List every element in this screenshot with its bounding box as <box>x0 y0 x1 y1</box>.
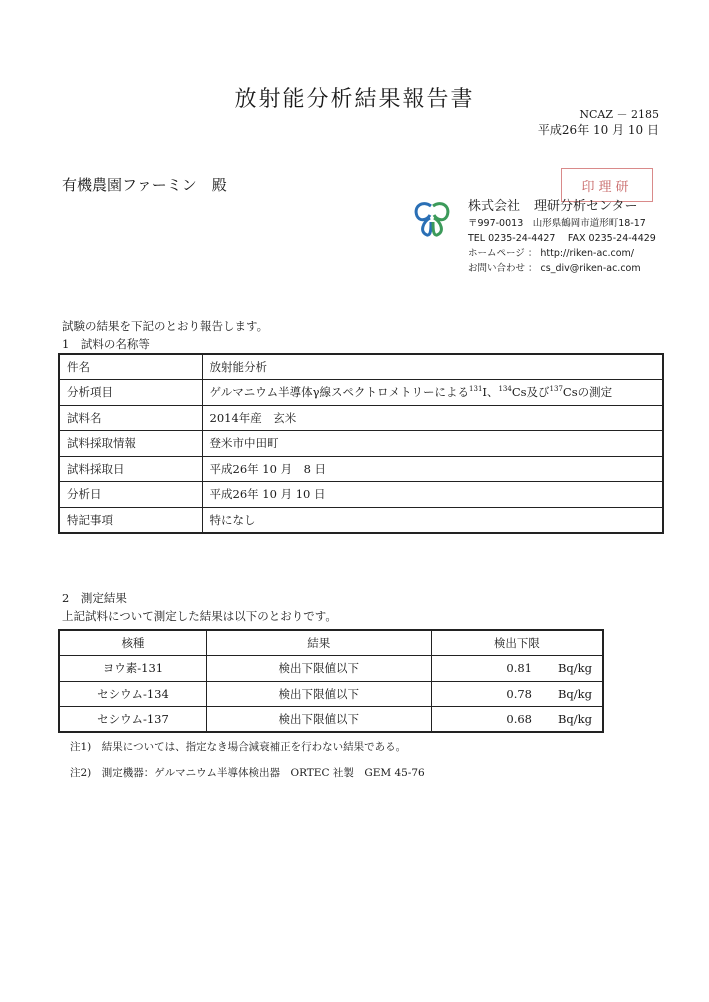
isotope-separator: の測定 <box>577 385 613 400</box>
isotope-mass-number: 137 <box>549 385 563 394</box>
result-cell: 検出下限値以下 <box>206 656 431 682</box>
sample-info-value-text: 特になし <box>209 512 256 527</box>
sample-info-label: 試料採取日 <box>59 456 202 482</box>
detection-limit-unit: Bq/kg <box>557 686 592 701</box>
company-address: 〒997-0013 山形県鶴岡市道形町18-17 <box>468 218 646 229</box>
sample-info-value-text: 登米市中田町 <box>209 436 279 451</box>
sample-info-row <box>59 405 663 431</box>
sample-info-label: 分析日 <box>59 482 202 508</box>
sample-info-label: 試料採取情報 <box>59 431 202 457</box>
sample-info-value <box>202 354 663 380</box>
nuclide-cell: ヨウ素-131 <box>59 656 206 682</box>
company-homepage: ホームページ ： http://riken-ac.com/ <box>468 248 635 259</box>
results-row <box>59 681 603 707</box>
isotope-separator: 、 <box>486 385 499 400</box>
sample-info-table <box>58 353 664 534</box>
detection-limit-value: 0.78 <box>506 686 532 701</box>
result-cell: 検出下限値以下 <box>206 707 431 733</box>
note-2: 注2) 測定機器：ゲルマニウム半導体検出器 ORTEC 社製 GEM 45-76 <box>70 767 425 779</box>
sample-info-row <box>59 354 663 380</box>
nuclide-cell: セシウム-137 <box>59 707 206 733</box>
sample-info-value <box>202 405 663 431</box>
company-type: 株式会社 <box>468 199 521 214</box>
results-row <box>59 707 603 733</box>
detection-limit-value: 0.68 <box>506 712 532 726</box>
sample-info-value-text: ゲルマニウム半導体γ線スペクトロメトリーによる <box>209 385 470 400</box>
section2-intro: 上記試料について測定した結果は以下のとおりです。 <box>62 609 337 623</box>
sample-info-label: 分析項目 <box>59 380 202 406</box>
sample-info-value-text: 平成26年 10 月 10 日 <box>209 487 326 502</box>
detection-limit-unit: Bq/kg <box>557 661 592 676</box>
sample-info-value-text: 2014年産 玄米 <box>209 410 297 425</box>
sample-info-row <box>59 380 663 406</box>
isotope-element: Cs <box>562 385 578 400</box>
results-table <box>58 629 604 733</box>
sample-info-label: 試料名 <box>59 405 202 431</box>
sample-info-value <box>202 482 663 508</box>
sample-info-value <box>202 431 663 457</box>
sample-info-label: 件名 <box>59 354 202 380</box>
sample-info-value <box>202 456 663 482</box>
header-detection-limit: 検出下限 <box>431 630 603 656</box>
detection-limit-cell <box>431 707 603 733</box>
sample-info-row <box>59 431 663 457</box>
isotope-element: I <box>482 385 487 400</box>
intro-text: 試験の結果を下記のとおり報告します。 <box>62 319 269 333</box>
isotope-element: Cs <box>511 385 527 400</box>
company-logo-icon <box>411 200 453 238</box>
detection-limit-cell <box>431 681 603 707</box>
detection-limit-wrap <box>432 712 592 726</box>
stamp-text: 印理研 <box>581 179 633 195</box>
sample-info-row <box>59 507 663 533</box>
section2-title: 2 測定結果 <box>62 591 127 605</box>
company-name-text: 理研分析センター <box>534 199 638 214</box>
isotope-separator: 及び <box>526 385 550 400</box>
header-nuclide: 核種 <box>59 630 206 656</box>
isotope-mass-number: 134 <box>498 385 512 394</box>
report-title: 放射能分析結果報告書 <box>234 87 475 112</box>
detection-limit-unit: Bq/kg <box>557 712 592 726</box>
section1-title: 1 試料の名称等 <box>62 337 150 351</box>
company-phone: TEL 0235-24-4427 FAX 0235-24-4429 <box>468 233 656 244</box>
document-number: NCAZ － 2185 <box>579 108 659 121</box>
detection-limit-wrap <box>432 661 592 675</box>
recipient-name: 有機農園ファーミン 殿 <box>62 176 227 194</box>
nuclide-cell: セシウム-134 <box>59 681 206 707</box>
sample-info-value-text: 放射能分析 <box>209 360 267 374</box>
company-contact: お問い合わせ ： cs_div@riken-ac.com <box>468 263 641 274</box>
detection-limit-value: 0.81 <box>506 661 532 676</box>
result-cell: 検出下限値以下 <box>206 681 431 707</box>
sample-info-row <box>59 482 663 508</box>
note-1: 注1) 結果については、指定なき場合減衰補正を行わない結果である。 <box>70 741 407 753</box>
results-row <box>59 656 603 682</box>
detection-limit-wrap <box>432 687 592 701</box>
company-name <box>468 195 638 214</box>
sample-info-row <box>59 456 663 482</box>
sample-info-value <box>202 507 663 533</box>
sample-info-value <box>202 380 663 406</box>
sample-info-value-text: 平成26年 10 月 8 日 <box>209 461 327 476</box>
sample-info-label: 特記事項 <box>59 507 202 533</box>
report-date: 平成26年 10 月 10 日 <box>537 123 659 137</box>
isotope-mass-number: 131 <box>469 385 483 394</box>
detection-limit-cell <box>431 656 603 682</box>
header-result: 結果 <box>206 630 431 656</box>
